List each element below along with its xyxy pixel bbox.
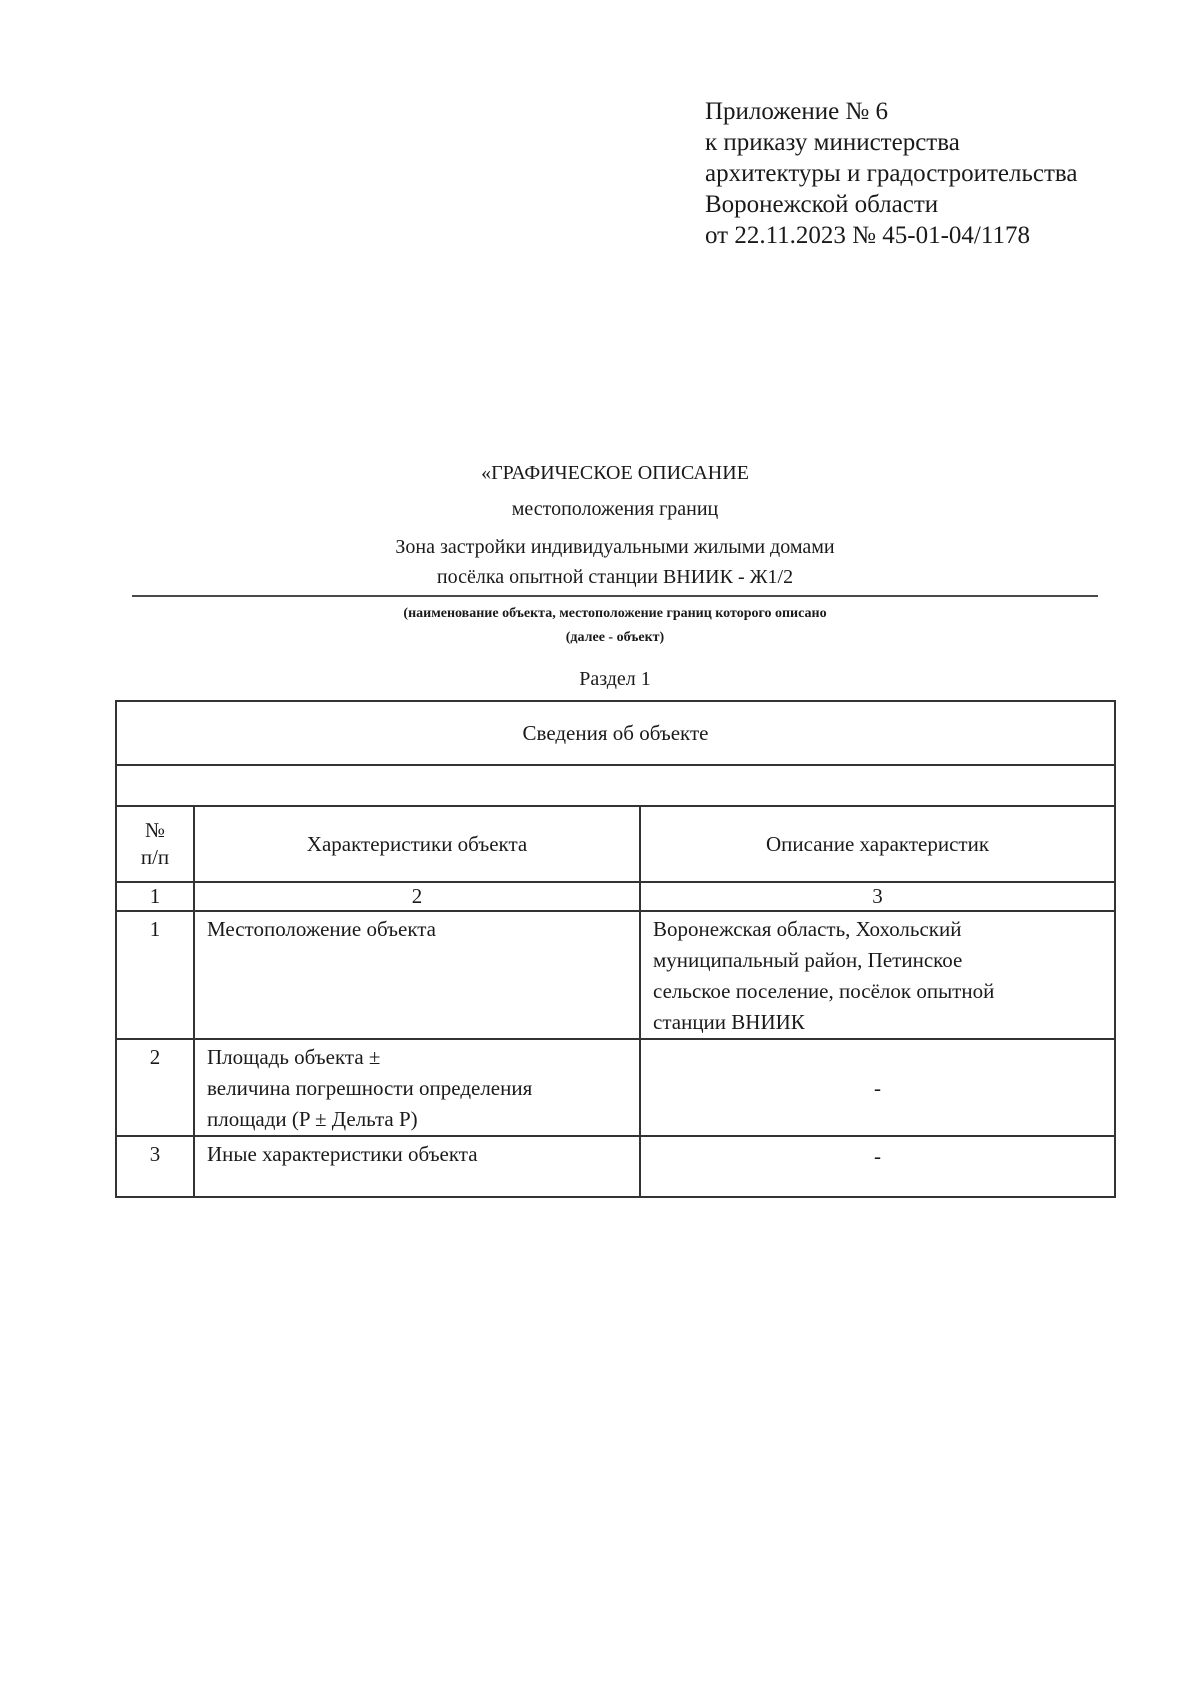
column-number: 3 — [640, 882, 1115, 911]
appendix-line: архитектуры и градостроительства — [705, 160, 1078, 187]
table-row — [116, 1039, 1115, 1136]
characteristic-line: площади (P ± Дельта P) — [207, 1107, 418, 1131]
caption-line: (далее - объект) — [565, 630, 665, 645]
column-number: 1 — [116, 882, 194, 911]
characteristic-line: Местоположение объекта — [207, 917, 437, 941]
object-info-table — [115, 700, 1116, 1198]
description-line: станции ВНИИК — [653, 1010, 805, 1034]
header-num-line: п/п — [140, 845, 170, 869]
header-num — [116, 806, 194, 882]
header-characteristics: Характеристики объекта — [194, 806, 640, 882]
table-blank-row — [116, 765, 1115, 806]
object-name — [132, 532, 1098, 592]
object-name-line: посёлка опытной станции ВНИИК - Ж1/2 — [436, 566, 794, 588]
appendix-line: к приказу министерства — [705, 129, 960, 156]
section-label: Раздел 1 — [579, 668, 651, 690]
appendix-line: от 22.11.2023 № 45-01-04/1178 — [705, 222, 1030, 249]
table-header-row — [116, 806, 1115, 882]
characteristic-line: Иные характеристики объекта — [207, 1142, 478, 1166]
table-caption-row — [116, 701, 1115, 765]
row-description: - — [640, 1039, 1115, 1136]
table-row — [116, 911, 1115, 1039]
row-description — [640, 911, 1115, 1039]
row-description: - — [640, 1136, 1115, 1197]
appendix-line: Приложение № 6 — [705, 98, 889, 125]
row-number: 2 — [116, 1039, 194, 1136]
document-subtitle: местоположения границ — [511, 498, 719, 520]
column-number-row — [116, 882, 1115, 911]
description-line: сельское поселение, посёлок опытной — [653, 979, 995, 1003]
row-characteristic — [194, 911, 640, 1039]
row-characteristic — [194, 1136, 640, 1197]
appendix-line: Воронежской области — [705, 191, 939, 218]
object-name-caption — [132, 602, 1098, 650]
document-title-block — [132, 458, 1098, 694]
column-number: 2 — [194, 882, 640, 911]
header-description: Описание характеристик — [640, 806, 1115, 882]
header-num-line: № — [144, 818, 166, 842]
table-caption: Сведения об объекте — [116, 701, 1115, 765]
caption-line: (наименование объекта, местоположение границ которого описано — [403, 606, 827, 621]
description-line: Воронежская область, Хохольский — [653, 917, 962, 941]
appendix-reference — [705, 96, 1175, 251]
blank-cell — [116, 765, 1115, 806]
characteristic-line: Площадь объекта ± — [207, 1045, 381, 1069]
document-title: «ГРАФИЧЕСКОЕ ОПИСАНИЕ — [481, 462, 749, 484]
description-line: муниципальный район, Петинское — [653, 948, 963, 972]
table-row — [116, 1136, 1115, 1197]
row-characteristic — [194, 1039, 640, 1136]
characteristic-line: величина погрешности определения — [207, 1076, 533, 1100]
object-name-line: Зона застройки индивидуальными жилыми домами — [395, 536, 835, 558]
row-number: 1 — [116, 911, 194, 1039]
object-name-underline — [132, 595, 1098, 597]
row-number: 3 — [116, 1136, 194, 1197]
